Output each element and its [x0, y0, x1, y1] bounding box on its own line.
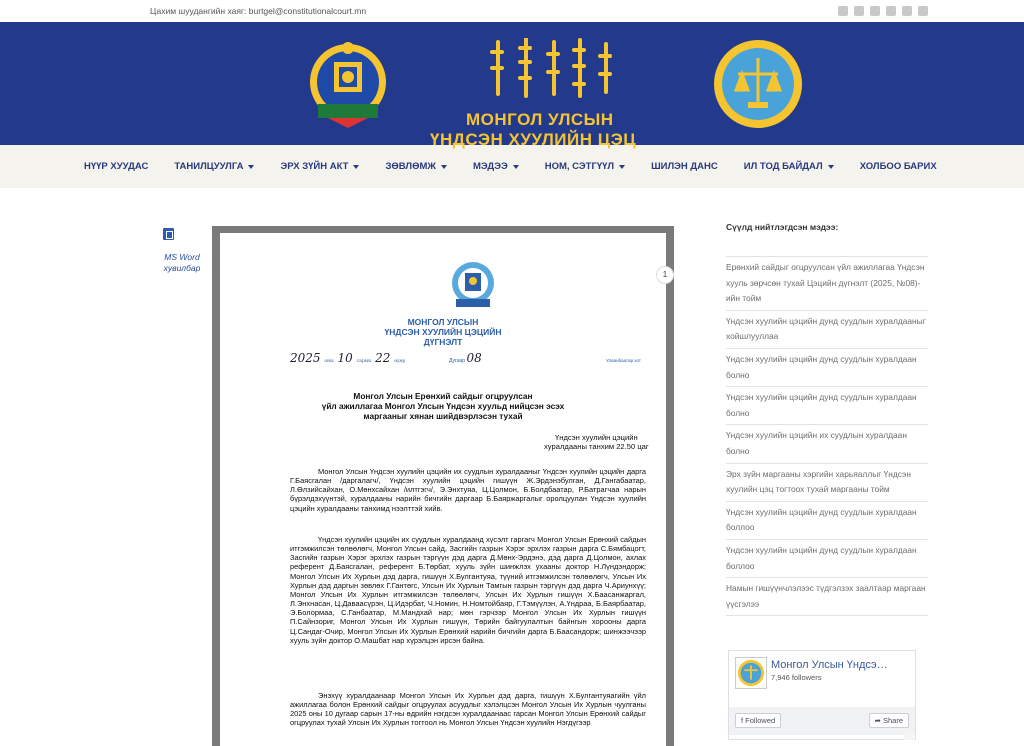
- threads-icon[interactable]: [854, 6, 864, 16]
- word-link-line-2: хувилбар: [163, 263, 201, 273]
- document-page: [220, 233, 666, 746]
- news-list: [726, 256, 928, 616]
- doc-date: 2025 оны 10 сарын 22 өдөр: [290, 351, 406, 365]
- banner-line-1: МОНГОЛ УЛСЫН: [466, 110, 614, 129]
- linkedin-icon[interactable]: [886, 6, 896, 16]
- top-bar: [0, 0, 1024, 22]
- news-item[interactable]: Эрх зүйн маргааны хэргийн харьяаллыг Үндсэн хуулийн цэц тогтоох тухай маргааны тойм: [726, 464, 928, 502]
- social-links: [838, 6, 928, 16]
- nav-item-news[interactable]: МЭДЭЭ: [473, 161, 519, 172]
- nav-item-contact[interactable]: ХОЛБОО БАРИХ: [859, 161, 937, 172]
- banner-line-2: ҮНДСЭН ХУУЛИЙН ЦЭЦ: [430, 130, 637, 149]
- scroll-up-arrow[interactable]: [904, 731, 914, 740]
- doc-number: Дугаар 08: [449, 351, 482, 365]
- followed-button[interactable]: f Followed: [735, 713, 781, 728]
- doc-hall-time: Үндсэн хуулийн цэцийн хуралдааны танхим 22.50 цаг: [544, 433, 649, 451]
- nav-item-publications[interactable]: НОМ, СЭТГҮҮЛ: [545, 161, 625, 172]
- facebook-icon: f: [741, 716, 746, 725]
- sidebar-heading: Сүүлд нийтлэгдсэн мэдээ:: [726, 222, 839, 232]
- news-item[interactable]: Үндсэн хуулийн цэцийн дунд суудлын хуралдааныг хойшлууллаа: [726, 311, 928, 349]
- news-item[interactable]: Үндсэн хуулийн цэцийн их суудлын хуралдаан болно: [726, 425, 928, 463]
- doc-paragraph-3: Энэхүү хуралдаанаар Монгол Улсын Их Хурлын дэд дарга, гишүүн Х.Булгантуяагийн үйл ажиллагаа болон Ерөнхий сайдыг огцруулах асуудлыг хэлэлцсэн Монгол Улсын Их Хурлын чуулганы 2025 оны 10 дугаар сарын 17-ны өдрийн нэгдсэн хуралдаанаас гарсан Монгол Улсын Ерөнхий сайдыг огцруулах тухай Улсын Их Хурлын тогтоол нь Монгол Улсын Үндсэн хуулийн Нэгдүгээр: [290, 691, 646, 728]
- vimeo-icon[interactable]: [918, 6, 928, 16]
- doc-header-line-2: ҮНДСЭН ХУУЛИЙН ЦЭЦИЙН: [384, 327, 502, 337]
- facebook-icon[interactable]: [838, 6, 848, 16]
- news-item[interactable]: Үндсэн хуулийн цэцийн дунд суудлын хуралдаан болно: [726, 349, 928, 387]
- news-item[interactable]: Үндсэн хуулийн цэцийн дунд суудлын хуралдаан боллоо: [726, 502, 928, 540]
- chevron-down-icon: [248, 165, 254, 169]
- facebook-followers: 7,946 followers: [771, 673, 822, 682]
- news-item[interactable]: Ерөнхий сайдыг огцруулсан үйл ажиллагаа Үндсэн хууль зөрчсөн тухай Цэцийн дүгнэлт (2025, №08)-ийн тойм: [726, 257, 928, 311]
- state-emblem-icon[interactable]: [308, 38, 388, 130]
- word-document-icon: [163, 228, 174, 240]
- court-emblem-icon: [450, 261, 496, 309]
- news-item[interactable]: Намын гишүүнчлэлээс түдгэлзэх заалтаар маргаан үүсгэлээ: [726, 578, 928, 616]
- site-banner: [0, 22, 1024, 149]
- nav-item-legal-acts[interactable]: ЭРХ ЗҮЙН АКТ: [280, 161, 359, 172]
- doc-city: Улаанбаатар хот: [606, 358, 641, 363]
- nav-item-advice[interactable]: ЗӨВЛӨМЖ: [385, 161, 447, 172]
- chevron-down-icon: [353, 165, 359, 169]
- doc-header-line-1: МОНГОЛ УЛСЫН: [407, 317, 479, 327]
- chevron-down-icon: [619, 165, 625, 169]
- youtube-icon[interactable]: [902, 6, 912, 16]
- main-navigation: [0, 145, 1024, 188]
- nav-item-home[interactable]: НҮҮР ХУУДАС: [84, 161, 149, 172]
- word-link-line-1: MS Word: [164, 252, 200, 262]
- contact-email: Цахим шуудангийн хаяг: burtgel@constitutionalcourt.mn: [150, 6, 367, 16]
- instagram-icon[interactable]: [870, 6, 880, 16]
- news-item[interactable]: Үндсэн хуулийн цэцийн дунд суудлын хуралдаан болно: [726, 387, 928, 425]
- mongolian-script-title: [488, 38, 618, 100]
- nav-item-intro[interactable]: ТАНИЛЦУУЛГА: [174, 161, 254, 172]
- page-number-badge: 1: [656, 266, 674, 284]
- doc-paragraph-1: Монгол Улсын Үндсэн хуулийн цэцийн их суудлын хуралдааныг Үндсэн хуулийн цэцийн дарга Г.Баясгалан /даргалагч/, Үндсэн хуулийн цэцийн гишүүн Ж.Эрдэнэбулган, Д.Гангабаатар, Л.Өлзийсайхан, О.Мөнхсайхан /илтгэгч/, Э.Энхтуяа, Ц.Цолмон, Б.Болдбаатар, Р.Батрагчаа нарын бүрэлдэхүүнтэй, хуралдааны нарийн бичгийн даргаар Б.Баяржаргалыг оролцуулан Үндсэн хуулийн цэцийн хуралдааны танхимд нээлттэй хийв.: [290, 467, 646, 513]
- doc-header-line-3: ДҮГНЭЛТ: [423, 337, 463, 347]
- chevron-down-icon: [441, 165, 447, 169]
- share-button[interactable]: ➦ Share: [869, 713, 909, 728]
- facebook-page-name[interactable]: Монгол Улсын Үндсэ…: [771, 659, 888, 671]
- facebook-page-widget: [728, 650, 916, 740]
- chevron-down-icon: [828, 165, 834, 169]
- pdf-viewer[interactable]: [212, 226, 674, 746]
- court-seal-icon: [712, 38, 804, 130]
- share-icon: ➦: [874, 716, 883, 725]
- news-item[interactable]: Үндсэн хуулийн цэцийн дунд суудлын хуралдаан боллоо: [726, 540, 928, 578]
- nav-item-transparency[interactable]: ИЛ ТОД БАЙДАЛ: [744, 161, 834, 172]
- court-seal-thumbnail-icon[interactable]: [735, 657, 767, 689]
- recent-news-sidebar: [708, 222, 928, 616]
- chevron-down-icon: [513, 165, 519, 169]
- nav-item-glass-account[interactable]: ШИЛЭН ДАНС: [651, 161, 718, 172]
- doc-paragraph-2: Үндсэн хуулийн цэцийн их суудлын хуралдаанд хүсэлт гаргагч Монгол Улсын Ерөнхий сайдын итгэмжилсэн төлөөлөгч, Монгол Улсын сайд, Засгийн газрын Хэрэг эрхлэх газрын дарга С.Бямбацогт, Засгийн газрын Хэрэг эрхлэх газрын тэргүүн дэд дарга Д.Мөнх-Эрдэнэ, дэд дарга Д.Цолмон, ахлах референт Д.Баясгалан, референт Б.Төрбат, хууль зүйн шинжлэх ухааны доктор Н.Лүндэндорж; Монгол Улсын Их Хурлын дэд дарга, гишүүн Х.Булгантуяа, түүний итгэмжилсэн төлөөлөгч, Улсын Их Хурлын дэд даргын зөвлөх Г.Гантөгс, Улсын Их Хурлын Тамгын газрын тэргүүн дэд дарга Ч.Ариунхүү; Монгол Улсын Их Хурлын итгэмжилсэн төлөөлөгч, Улсын Их Хурлын гишүүн Х.Баасанжаргал, Л.Энхнасан, Ц.Даваасүрэн, Ц.Идэрбат, Ч.Номин, Н.Номтойбаяр, Г.Тэмүүлэн, А.Үндраа, Б.Баярбаатар, Э.Болормаа, С.Ганбаатар, М.Мандхай нар; мөн гэрчээр Монгол Улсын Их Хурлын гишүүн П.Сайнзориг, Монгол Улсын Их Хурлын гишүүн, Төрийн байгуулалтын байнгын хорооны дарга Ц.Сандаг-Очир, Монгол Улсын Их Хурлын Ерөнхий нарийн бичгийн дарга Б.Баасандорж; шинжээчээр хууль зүйн доктор О.Машбат нар хүрэлцэн ирсэн байна.: [290, 535, 646, 645]
- doc-title: Монгол Улсын Ерөнхий сайдыг огцруулсан үйл ажиллагаа Монгол Улсын Үндсэн хуульд нийцсэн эсэх маргааныг хянан шийдвэрлэсэн тухай: [321, 391, 565, 421]
- ms-word-download-link[interactable]: [160, 228, 204, 274]
